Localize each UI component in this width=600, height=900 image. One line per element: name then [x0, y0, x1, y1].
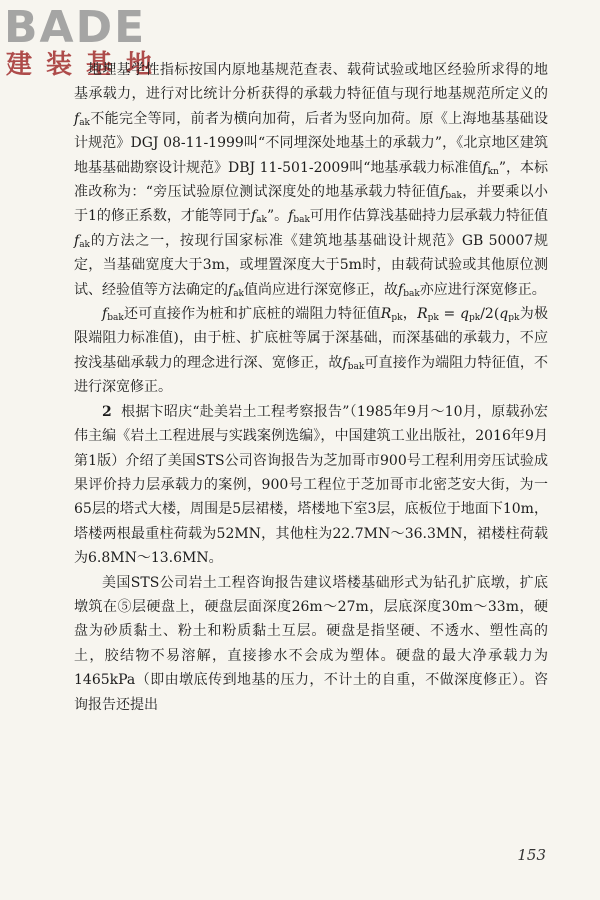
logo-sub-text: 建装基地: [6, 50, 167, 80]
logo-main-text: BADE: [4, 2, 147, 53]
paragraph-2: $f_{bak}$还可直接作为桩和扩底桩的端阻力特征值$R_{pk}$，$R_{pk} = q_{pk}/2(q_{pk}$为极限端阻力标准值)，由于桩、扩底桩等属于深基础，而深基础的承载力，不应按浅基础承载力的理念进行深、宽修正，故$f_{bak}$可直接作为端阻力特征值，不进行深宽修正。: [74, 306, 549, 396]
paragraph-1: 地埋基学性指标按国内原地基规范查表、载荷试验或地区经验所求得的地基承载力，进行对比统计分析获得的承载力特征值与现行地基规范所定义的$f_{ak}$不能完全等同，前者为横向加荷，后者为竖向加荷。原《上海地基基础设计规范》DGJ 08-11-1999叫“不同埋深处地基土的承载力”，《北京地区建筑地基基础勘察设计规范》DBJ 11-501-2009叫“地基承载力标准值$f_{kn}$”，本标准改称为：“旁压试验原位测试深度处的地基承载力特征值$f_{bak}$，并要乘以小于1的修正系数，才能等同于$f_{ak}$”。$f_{bak}$可用作估算浅基础持力层承载力特征值$f_{ak}$的方法之一，按现行国家标准《建筑地基基础设计规范》GB 50007规定，当基础宽度大于3m，或埋置深度大于5m时，由载荷试验或其他原位测试、经验值等方法确定的$f_{ak}$值尚应进行深宽修正，故$f_{bak}$亦应进行深宽修正。: [74, 62, 549, 299]
item-number: 2: [102, 403, 112, 420]
page-number: 153: [517, 846, 546, 864]
body-text: [74, 58, 548, 717]
paragraph-4: 美国STS公司岩土工程咨询报告建议塔楼基础形式为钻孔扩底墩，扩底墩筑在⑤层硬盘上，硬盘层面深度26m～27m，层底深度30m～33m，硬盘为砂质黏土、粉土和粉质黏土互层。硬盘是指坚硬、不透水、塑性高的土，胶结物不易溶解，直接掺水不会成为塑体。硬盘的最大净承载力为1465kPa（即由墩底传到地基的压力，不计土的自重，不做深度修正）。咨询报告还提出: [74, 574, 548, 713]
paragraph-3: 2 根据卞昭庆“赴美岩土工程考察报告”（1985年9月～10月，原载孙宏伟主编《岩土工程进展与实践案例选编》，中国建筑工业出版社，2016年9月第1版）介绍了美国STS公司咨询报告为芝加哥市900号工程利用旁压试验成果评价持力层承载力的案例，900号工程位于芝加哥市北密芝安大街，为一65层的塔式大楼，周围是5层裙楼，塔楼地下室3层，底板位于地面下10m，塔楼两根最重柱荷载为52MN，其他柱为22.7MN～36.3MN，裙楼柱荷载为6.8MN～13.6MN。: [74, 403, 548, 567]
